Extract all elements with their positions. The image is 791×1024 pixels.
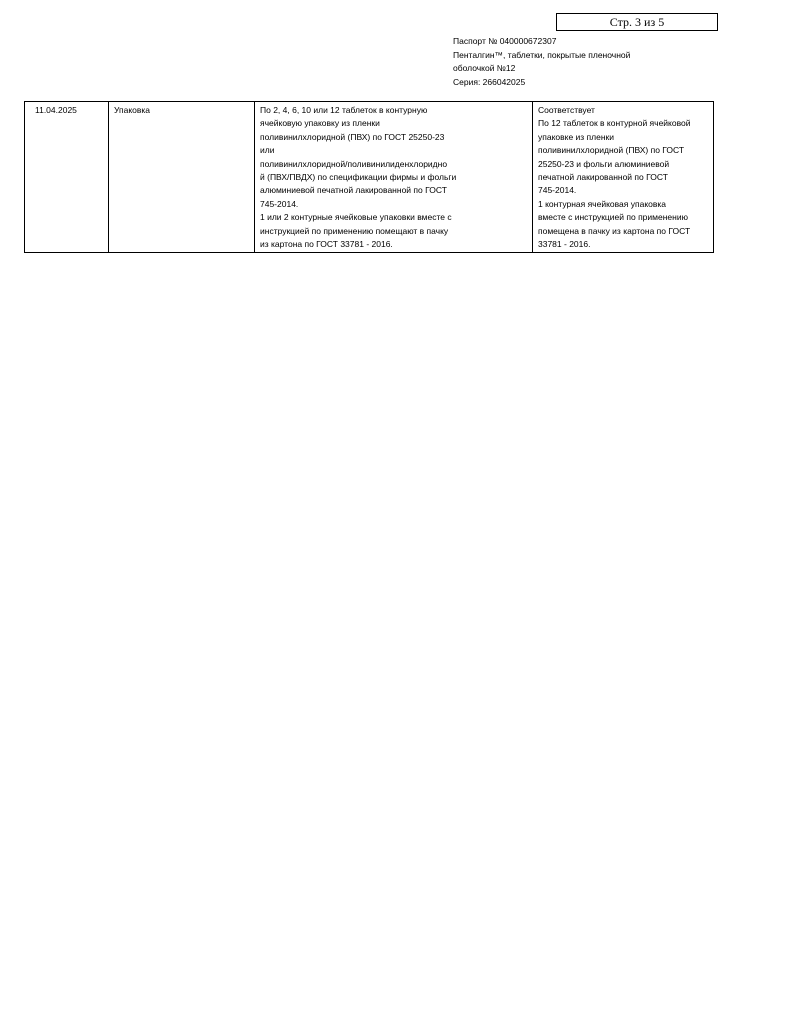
requirement-line: й (ПВХ/ПВДХ) по спецификации фирмы и фольги	[260, 171, 457, 182]
test-date-cell: 11.04.2025	[25, 102, 109, 253]
result-line: Соответствует	[538, 105, 595, 115]
result-line: 1 контурная ячейковая упаковка	[538, 198, 667, 209]
result-line: упаковке из пленки	[538, 131, 614, 142]
passport-number: Паспорт № 040000672307	[453, 36, 557, 46]
requirement-line: По 2, 4, 6, 10 или 12 таблеток в контурную	[260, 105, 428, 115]
result-line: поливинилхлоридной (ПВХ) по ГОСТ	[538, 145, 685, 156]
requirement-line: поливинилхлоридной/поливинилиденхлоридно	[260, 158, 448, 169]
result-line: По 12 таблеток в контурной ячейковой	[538, 118, 691, 129]
requirement-cell	[255, 102, 533, 253]
table-row	[25, 102, 714, 253]
product-name-line-2: оболочкой №12	[453, 63, 516, 73]
requirement-line: из картона по ГОСТ 33781 - 2016.	[260, 238, 393, 249]
test-results-table	[24, 101, 714, 253]
result-line: 25250-23 и фольги алюминиевой	[538, 158, 670, 169]
result-cell	[533, 102, 714, 253]
requirement-line: 1 или 2 контурные ячейковые упаковки вместе с	[260, 212, 452, 223]
result-line: печатной лакированной по ГОСТ	[538, 171, 668, 182]
passport-header	[453, 35, 630, 89]
result-line: 33781 - 2016.	[538, 238, 591, 249]
result-line: вместе с инструкцией по применению	[538, 212, 688, 223]
requirement-line: ячейковую упаковку из пленки	[260, 118, 380, 129]
requirement-line: поливинилхлоридной (ПВХ) по ГОСТ 25250-23	[260, 131, 445, 142]
result-line: 745-2014.	[538, 185, 577, 196]
result-line: помещена в пачку из картона по ГОСТ	[538, 225, 691, 236]
test-name-cell: Упаковка	[109, 102, 255, 253]
requirement-line: инструкцией по применению помещают в пачку	[260, 225, 449, 236]
requirement-line: 745-2014.	[260, 198, 299, 209]
product-name-line-1: Пенталгин™, таблетки, покрытые пленочной	[453, 49, 631, 60]
page-indicator: Стр. 3 из 5	[556, 13, 718, 31]
requirement-line: алюминиевой печатной лакированной по ГОСТ	[260, 185, 447, 196]
batch-number: Серия: 266042025	[453, 76, 526, 87]
requirement-line: или	[260, 145, 275, 156]
